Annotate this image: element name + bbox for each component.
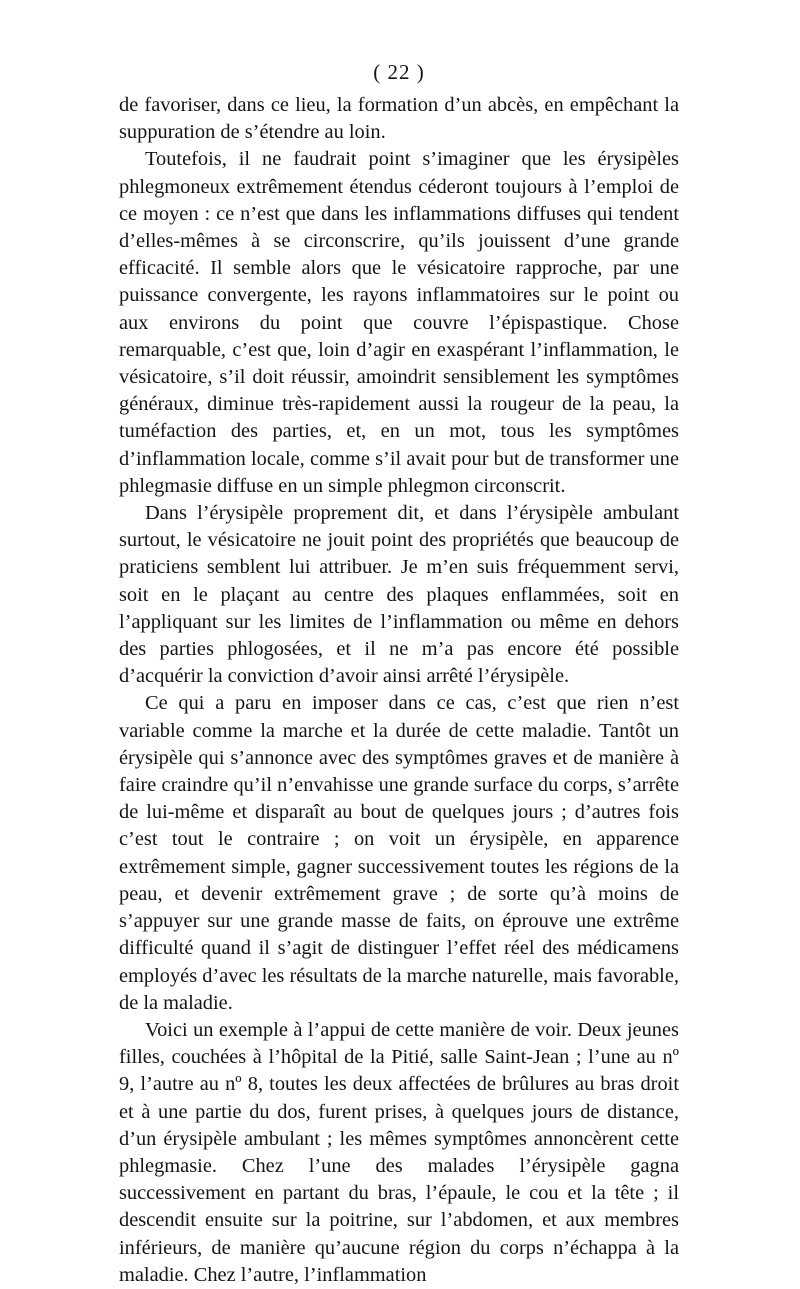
paragraph-1: de favoriser, dans ce lieu, la formation d’un abcès, en empêchant la suppuration de s’étendre au loin. <box>119 94 679 144</box>
paragraph-5: Voici un exemple à l’appui de cette manière de voir. Deux jeunes filles, couchées à l’hôpital de la Pitié, salle Saint-Jean ; l’une au nº 9, l’autre au nº 8, toutes les deux affectées de brûlures au bras droit et à une partie du dos, furent prises, à quelques jours de distance, d’un érysipèle ambulant ; les mêmes symptômes annoncèrent cette phlegmasie. Chez l’une des malades l’érysipèle gagna successivement en partant du bras, l’épaule, le cou et la tête ; il descendit ensuite sur la poitrine, sur l’abdomen, et aux membres inférieurs, de manière qu’aucune région du corps n’échappa à la maladie. Chez l’autre, l’inflammation <box>119 1018 679 1286</box>
paragraph-3: Dans l’érysipèle proprement dit, et dans l’érysipèle ambulant surtout, le vésicatoire ne jouit point des propriétés que beaucoup de praticiens semblent lui attribuer. Je m’en suis fréquemment servi, soit en le plaçant au centre des plaques enflammées, soit en l’appliquant sur les limites de l’inflammation ou même en dehors des parties phlogosées, et il ne m’a pas encore été possible d’acquérir la conviction d’avoir ainsi arrêté l’érysipèle. <box>119 502 679 688</box>
body-text <box>119 92 679 1289</box>
book-page <box>119 60 679 1289</box>
paragraph-2: Toutefois, il ne faudrait point s’imaginer que les érysipèles phlegmoneux extrêmement étendus céderont toujours à l’emploi de ce moyen : ce n’est que dans les inflammations diffuses qui tendent d’elles-mêmes à se circonscrire, qu’ils jouissent d’une grande efficacité. Il semble alors que le vésicatoire rapproche, par une puissance convergente, les rayons inflammatoires sur le point ou aux environs du point que couvre l’épispastique. Chose remarquable, c’est que, loin d’agir en exaspérant l’inflammation, le vésicatoire, s’il doit réussir, amoindrit sensiblement les symptômes généraux, diminue très-rapidement aussi la rougeur de la peau, la tuméfaction des parties, et, en un mot, tous les symptômes d’inflammation locale, comme s’il avait pour but de transformer une phlegmasie diffuse en un simple phlegmon circonscrit. <box>119 148 679 497</box>
page-number: ( 22 ) <box>373 60 425 84</box>
paragraph-4: Ce qui a paru en imposer dans ce cas, c’est que rien n’est variable comme la marche et la durée de cette maladie. Tantôt un érysipèle qui s’annonce avec des symptômes graves et de manière à faire craindre qu’il n’envahisse une grande surface du corps, s’arrête de lui-même et disparaît au bout de quelques jours ; d’autres fois c’est tout le contraire ; on voit un érysipèle, en apparence extrêmement simple, gagner successivement toutes les régions de la peau, et devenir extrêmement grave ; de sorte qu’à moins de s’appuyer sur une grande masse de faits, on éprouve une extrême difficulté quand il s’agit de distinguer l’effet réel des médicamens employés d’avec les résultats de la marche naturelle, mais favorable, de la maladie. <box>119 692 679 1014</box>
